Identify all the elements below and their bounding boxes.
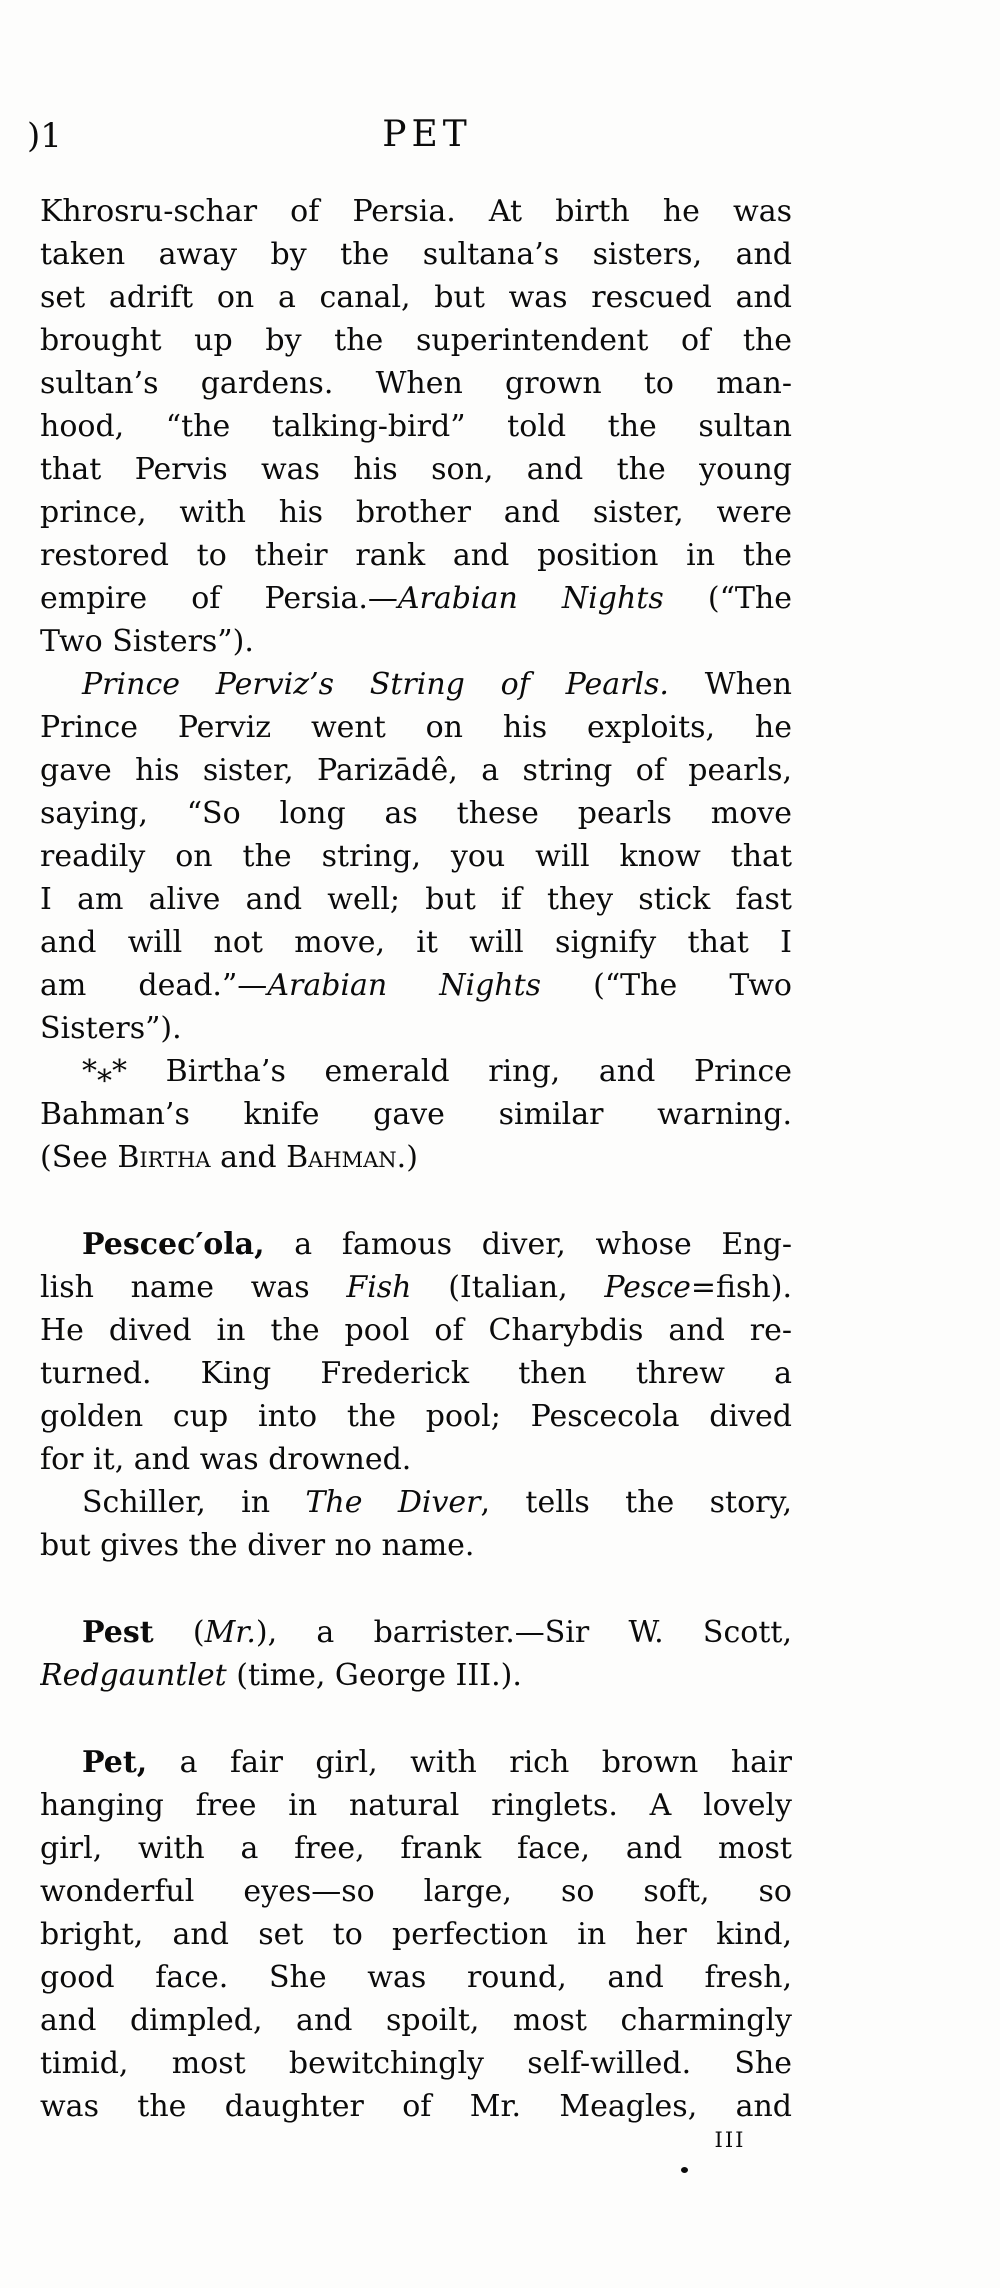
text-line bbox=[40, 362, 792, 405]
text-run: Pescec′ola, bbox=[82, 1227, 265, 1262]
text-run: am dead.”— bbox=[40, 968, 268, 1003]
paragraph-pest bbox=[40, 1611, 792, 1697]
text-run: Prince Perviz went on his exploits, he bbox=[40, 710, 792, 745]
text-run: and bbox=[210, 1140, 287, 1175]
text-column bbox=[40, 190, 792, 2128]
text-run: a famous diver, whose Eng- bbox=[264, 1227, 792, 1262]
text-line bbox=[40, 706, 792, 749]
text-line bbox=[40, 1913, 792, 1956]
text-run: Redgauntlet bbox=[40, 1658, 227, 1693]
text-run: Arabian Nights bbox=[397, 581, 664, 616]
text-line bbox=[40, 1481, 792, 1524]
text-line bbox=[40, 405, 792, 448]
text-line bbox=[40, 878, 792, 921]
text-run: Bahman’s knife gave similar warning. bbox=[40, 1097, 792, 1132]
text-run: but gives the diver no name. bbox=[40, 1528, 475, 1563]
text-run: Fish bbox=[346, 1270, 412, 1305]
text-line bbox=[40, 1266, 792, 1309]
text-run: .) bbox=[396, 1140, 418, 1175]
text-run: When bbox=[668, 667, 792, 702]
ink-dot-artifact bbox=[681, 2167, 688, 2173]
text-line bbox=[40, 1999, 792, 2042]
text-run: good face. She was round, and fresh, bbox=[40, 1960, 792, 1995]
running-title: PET bbox=[382, 114, 472, 155]
text-line bbox=[40, 1611, 792, 1654]
text-run: The Diver bbox=[305, 1485, 481, 1520]
text-run: sultan’s gardens. When grown to man- bbox=[40, 366, 792, 401]
paragraph-prince-perviz-string-of-pearls bbox=[40, 663, 792, 1050]
text-line bbox=[40, 1050, 792, 1093]
text-run: taken away by the sultana’s sisters, and bbox=[40, 237, 792, 272]
text-line bbox=[40, 792, 792, 835]
text-line bbox=[40, 448, 792, 491]
text-run: brought up by the superintendent of the bbox=[40, 323, 792, 358]
text-line bbox=[40, 190, 792, 233]
text-run: Two Sisters”). bbox=[40, 624, 254, 659]
text-run: for it, and was drowned. bbox=[40, 1442, 412, 1477]
text-run: He dived in the pool of Charybdis and re- bbox=[40, 1313, 792, 1348]
text-line bbox=[40, 534, 792, 577]
text-line bbox=[40, 1223, 792, 1266]
text-line bbox=[40, 577, 792, 620]
text-run: turned. King Frederick then threw a bbox=[40, 1356, 792, 1391]
text-line bbox=[40, 620, 792, 663]
text-run: and dimpled, and spoilt, most charmingly bbox=[40, 2003, 792, 2038]
text-run: , tells the story, bbox=[480, 1485, 792, 1520]
paragraph-birtha-bahman-note bbox=[40, 1050, 792, 1179]
text-line bbox=[40, 964, 792, 1007]
text-run: Prince Perviz’s String of Pearls. bbox=[82, 667, 669, 702]
paragraph-pet bbox=[40, 1741, 792, 2128]
text-run: hood, “the talking-bird” told the sultan bbox=[40, 409, 792, 444]
text-line bbox=[40, 276, 792, 319]
text-run: bright, and set to perfection in her kind, bbox=[40, 1917, 792, 1952]
text-run: (time, George III.). bbox=[226, 1658, 522, 1693]
text-line bbox=[40, 1654, 792, 1697]
text-line bbox=[40, 233, 792, 276]
text-run: Pest bbox=[82, 1615, 154, 1650]
text-line bbox=[40, 1136, 792, 1179]
text-run: (“The Two bbox=[541, 968, 792, 1003]
text-line bbox=[40, 2042, 792, 2085]
text-line bbox=[40, 2085, 792, 2128]
text-run: (See bbox=[40, 1140, 118, 1175]
text-line bbox=[40, 491, 792, 534]
text-line bbox=[40, 1524, 792, 1567]
text-run: that Pervis was his son, and the young bbox=[40, 452, 792, 487]
paragraph-pescecola bbox=[40, 1223, 792, 1481]
text-run: lish name was bbox=[40, 1270, 347, 1305]
text-line bbox=[40, 1870, 792, 1913]
text-line bbox=[40, 319, 792, 362]
text-run: was the daughter of Mr. Meagles, and bbox=[40, 2089, 792, 2124]
page-number: )1 bbox=[27, 116, 62, 156]
paragraph-schiller-the-diver bbox=[40, 1481, 792, 1567]
text-run: wonderful eyes—so large, so soft, so bbox=[40, 1874, 792, 1909]
text-line bbox=[40, 921, 792, 964]
text-run: Pet, bbox=[82, 1745, 148, 1780]
text-run: * Birtha’s emerald ring, and Prince bbox=[112, 1054, 792, 1089]
text-run: I am alive and well; but if they stick fast bbox=[40, 882, 792, 917]
text-line bbox=[40, 1956, 792, 1999]
text-run: empire of Persia.— bbox=[40, 581, 398, 616]
text-run: (“The bbox=[663, 581, 792, 616]
text-run: gave his sister, Parizādê, a string of pearls, bbox=[40, 753, 792, 788]
text-line bbox=[40, 1741, 792, 1784]
text-run: =fish). bbox=[690, 1270, 792, 1305]
text-run: Khrosru-schar of Persia. At birth he was bbox=[40, 194, 792, 229]
text-run: Sisters”). bbox=[40, 1011, 182, 1046]
text-line bbox=[40, 1309, 792, 1352]
text-run: readily on the string, you will know that bbox=[40, 839, 792, 874]
text-line bbox=[40, 749, 792, 792]
text-run: hanging free in natural ringlets. A lovely bbox=[40, 1788, 792, 1823]
text-run: Schiller, in bbox=[82, 1485, 306, 1520]
text-line bbox=[40, 1352, 792, 1395]
text-line bbox=[40, 1395, 792, 1438]
text-run: Bahman bbox=[286, 1140, 397, 1175]
text-run: ), a barrister.—Sir W. Scott, bbox=[255, 1615, 792, 1650]
text-run: timid, most bewitchingly self-willed. She bbox=[40, 2046, 792, 2081]
text-line bbox=[40, 1827, 792, 1870]
text-run: Birtha bbox=[117, 1140, 211, 1175]
text-run: ( bbox=[153, 1615, 205, 1650]
text-run: and will not move, it will signify that I bbox=[40, 925, 792, 960]
text-line bbox=[40, 1093, 792, 1136]
text-run: set adrift on a canal, but was rescued and bbox=[40, 280, 792, 315]
text-line bbox=[40, 663, 792, 706]
text-run: Mr. bbox=[204, 1615, 256, 1650]
text-run: * bbox=[82, 1054, 97, 1089]
text-run: golden cup into the pool; Pescecola dived bbox=[40, 1399, 792, 1434]
text-run: girl, with a free, frank face, and most bbox=[40, 1831, 792, 1866]
text-run: (Italian, bbox=[411, 1270, 605, 1305]
signature-mark: III bbox=[714, 2128, 746, 2152]
text-line bbox=[40, 1007, 792, 1050]
text-line bbox=[40, 835, 792, 878]
paragraph-khrosru-schar-continuation bbox=[40, 190, 792, 663]
text-line bbox=[40, 1784, 792, 1827]
text-run: Pesce bbox=[604, 1270, 691, 1305]
text-run: a fair girl, with rich brown hair bbox=[147, 1745, 792, 1780]
text-line bbox=[40, 1438, 792, 1481]
text-run: restored to their rank and position in the bbox=[40, 538, 792, 573]
text-run: * bbox=[97, 1064, 112, 1093]
text-run: prince, with his brother and sister, were bbox=[40, 495, 792, 530]
text-run: Arabian Nights bbox=[267, 968, 542, 1003]
text-run: saying, “So long as these pearls move bbox=[40, 796, 792, 831]
